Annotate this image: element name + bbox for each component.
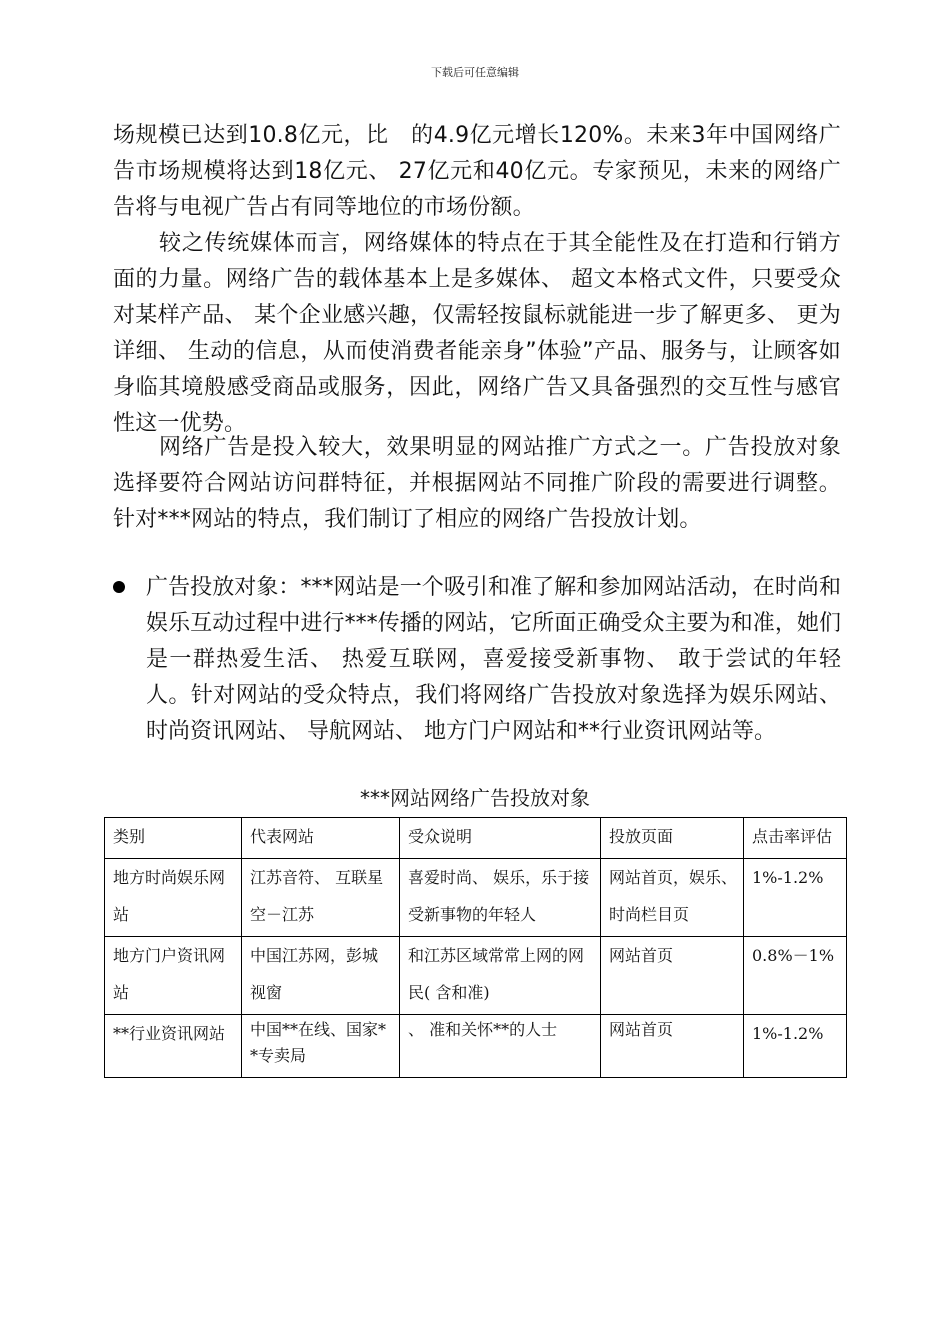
table-row xyxy=(105,937,847,1015)
header-cell-category: 类别 xyxy=(105,818,242,859)
bullet-list-item xyxy=(113,570,841,750)
table-row xyxy=(105,1015,847,1078)
cell-page: 网站首页 xyxy=(601,1015,744,1078)
header-cell-site: 代表网站 xyxy=(242,818,400,859)
ad-placement-table xyxy=(104,817,847,1078)
cell-audience: 和江苏区域常常上网的网民( 含和准) xyxy=(400,937,601,1015)
header-cell-audience: 受众说明 xyxy=(400,818,601,859)
table-header-row xyxy=(105,818,847,859)
table-title: ***网站网络广告投放对象 xyxy=(360,786,590,810)
cell-ctr: 1%-1.2% xyxy=(744,859,847,937)
cell-category: 地方门户资讯网站 xyxy=(105,937,242,1015)
cell-ctr: 0.8%－1% xyxy=(744,937,847,1015)
cell-page: 网站首页 xyxy=(601,937,744,1015)
cell-audience: 喜爱时尚、 娱乐，乐于接受新事物的年轻人 xyxy=(400,859,601,937)
cell-category: **行业资讯网站 xyxy=(105,1015,242,1078)
cell-site: 中国江苏网，彭城视窗 xyxy=(242,937,400,1015)
header-cell-ctr: 点击率评估 xyxy=(744,818,847,859)
bullet-dot-icon xyxy=(113,581,125,593)
paragraph-ad-strategy: 网络广告是投入较大，效果明显的网站推广方式之一。广告投放对象选择要符合网站访问群特征，并根据网站不同推广阶段的需要进行调整。针对***网站的特点，我们制订了相应的网络广告投放计划。 xyxy=(113,435,841,532)
cell-site: 中国**在线、国家**专卖局 xyxy=(242,1015,400,1078)
paragraph-market-scale: 场规模已达到10.8亿元，比 的4.9亿元增长120%。未来3年中国网络广告市场规模将达到18亿元、 27亿元和40亿元。专家预见，未来的网络广告将与电视广告占有同等地位的市场份额。 xyxy=(113,123,841,220)
cell-audience: 、 准和关怀**的人士 xyxy=(400,1015,601,1078)
cell-page: 网站首页，娱乐、 时尚栏目页 xyxy=(601,859,744,937)
table-row xyxy=(105,859,847,937)
page-header: 下载后可任意编辑 xyxy=(431,66,519,79)
header-cell-page: 投放页面 xyxy=(601,818,744,859)
cell-site: 江苏音符、 互联星空－江苏 xyxy=(242,859,400,937)
bullet-text: 广告投放对象：***网站是一个吸引和准了解和参加网站活动，在时尚和娱乐互动过程中进行***传播的网站，它所面正确受众主要为和准，她们是一群热爱生活、 热爱互联网，喜爱接受新事物、 敢于尝试的年轻人。针对网站的受众特点，我们将网络广告投放对象选择为娱乐网站、 时尚资讯网站、 导航网站、 地方门户网站和**行业资讯网站等。 xyxy=(146,575,841,744)
cell-category: 地方时尚娱乐网站 xyxy=(105,859,242,937)
paragraph-media-advantages: 较之传统媒体而言，网络媒体的特点在于其全能性及在打造和行销方面的力量。网络广告的载体基本上是多媒体、 超文本格式文件，只要受众对某样产品、 某个企业感兴趣，仅需轻按鼠标就能进一步了解更多、 更为详细、 生动的信息，从而使消费者能亲身”体验”产品、服务与，让顾客如身临其境般感受商品或服务，因此，网络广告又具备强烈的交互性与感官性这一优势。 xyxy=(113,231,841,436)
cell-ctr: 1%-1.2% xyxy=(744,1015,847,1078)
